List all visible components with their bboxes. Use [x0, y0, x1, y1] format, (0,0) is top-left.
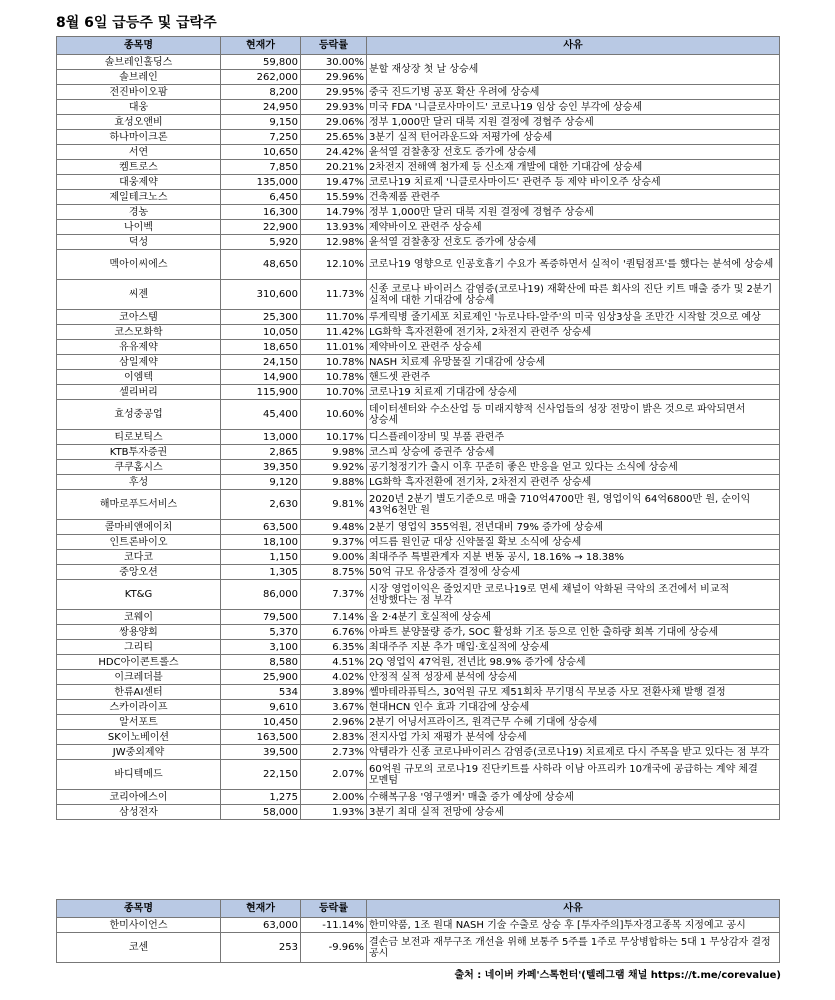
header-name: 종목명 — [57, 900, 221, 918]
current-price: 63,500 — [221, 520, 301, 535]
change-rate: 9.98% — [301, 445, 367, 460]
current-price: 25,900 — [221, 670, 301, 685]
header-change: 등락률 — [301, 37, 367, 55]
change-rate: 2.73% — [301, 745, 367, 760]
table-row — [57, 475, 780, 490]
current-price: 10,650 — [221, 145, 301, 160]
stock-name: 티로보틱스 — [57, 430, 221, 445]
change-rate: 14.79% — [301, 205, 367, 220]
change-rate: 7.14% — [301, 610, 367, 625]
table-row — [57, 715, 780, 730]
stock-name: 삼일제약 — [57, 355, 221, 370]
stock-name: 삼성전자 — [57, 805, 221, 820]
change-rate: 20.21% — [301, 160, 367, 175]
reason-text: 최대주주 특별관계자 지분 변동 공시, 18.16% → 18.38% — [367, 550, 780, 565]
current-price: 8,200 — [221, 85, 301, 100]
change-rate: 9.48% — [301, 520, 367, 535]
current-price: 39,500 — [221, 745, 301, 760]
table-row — [57, 340, 780, 355]
current-price: 86,000 — [221, 580, 301, 610]
table-row — [57, 625, 780, 640]
reason-text: 안정적 실적 성장세 분석에 상승세 — [367, 670, 780, 685]
current-price: 63,000 — [221, 918, 301, 933]
stock-name: 덕성 — [57, 235, 221, 250]
reason-text: 신종 코로나 바이러스 감염증(코로나19) 재확산에 따른 회사의 진단 키트 매출 증가 및 2분기 실적에 대한 기대감에 상승세 — [367, 280, 780, 310]
change-rate: 4.51% — [301, 655, 367, 670]
reason-text: 악템라가 신종 코로나바이러스 감염증(코로나19) 치료제로 다시 주목을 받고 있다는 점 부각 — [367, 745, 780, 760]
current-price: 58,000 — [221, 805, 301, 820]
stock-name: 솔브레인 — [57, 70, 221, 85]
table-row — [57, 115, 780, 130]
change-rate: 29.93% — [301, 100, 367, 115]
header-reason: 사유 — [367, 37, 780, 55]
change-rate: 3.67% — [301, 700, 367, 715]
table-row — [57, 220, 780, 235]
reason-text: 디스플레이장비 및 부품 관련주 — [367, 430, 780, 445]
reason-text: 60억원 규모의 코로나19 진단키트를 사하라 이남 아프리카 10개국에 공급하는 계약 체결 모멘텀 — [367, 760, 780, 790]
table-row — [57, 325, 780, 340]
stock-name: 쿠쿠홈시스 — [57, 460, 221, 475]
reason-text: 최대주주 지분 추가 매입·호실적에 상승세 — [367, 640, 780, 655]
change-rate: 7.37% — [301, 580, 367, 610]
stock-name: 중앙오션 — [57, 565, 221, 580]
current-price: 24,150 — [221, 355, 301, 370]
change-rate: 9.92% — [301, 460, 367, 475]
current-price: 310,600 — [221, 280, 301, 310]
change-rate: 6.76% — [301, 625, 367, 640]
table-row — [57, 85, 780, 100]
reason-text: 코스피 상승에 증권주 상승세 — [367, 445, 780, 460]
stock-name: 하나마이크론 — [57, 130, 221, 145]
current-price: 1,150 — [221, 550, 301, 565]
change-rate: 2.83% — [301, 730, 367, 745]
table-row — [57, 130, 780, 145]
current-price: 5,370 — [221, 625, 301, 640]
change-rate: 13.93% — [301, 220, 367, 235]
change-rate: 1.93% — [301, 805, 367, 820]
header-name: 종목명 — [57, 37, 221, 55]
table-row — [57, 100, 780, 115]
reason-text: 쎌마테라퓨틱스, 30억원 규모 제51회차 무기명식 무보증 사모 전환사채 발행 결정 — [367, 685, 780, 700]
table-row — [57, 760, 780, 790]
stock-name: 이엠텍 — [57, 370, 221, 385]
table-row — [57, 250, 780, 280]
current-price: 262,000 — [221, 70, 301, 85]
stock-name: 해마로푸드서비스 — [57, 490, 221, 520]
current-price: 2,630 — [221, 490, 301, 520]
stock-name: 제일테크노스 — [57, 190, 221, 205]
current-price: 163,500 — [221, 730, 301, 745]
current-price: 3,100 — [221, 640, 301, 655]
current-price: 48,650 — [221, 250, 301, 280]
current-price: 24,950 — [221, 100, 301, 115]
reason-text: 제약바이오 관련주 상승세 — [367, 340, 780, 355]
stock-name: KT&G — [57, 580, 221, 610]
change-rate: 2.07% — [301, 760, 367, 790]
change-rate: 30.00% — [301, 55, 367, 70]
table-row — [57, 933, 780, 963]
reason-text: 2Q 영업익 47억원, 전년比 98.9% 증가에 상승세 — [367, 655, 780, 670]
current-price: 7,250 — [221, 130, 301, 145]
current-price: 1,275 — [221, 790, 301, 805]
change-rate: 10.78% — [301, 370, 367, 385]
change-rate: -9.96% — [301, 933, 367, 963]
header-price: 현재가 — [221, 900, 301, 918]
current-price: 13,000 — [221, 430, 301, 445]
change-rate: 10.60% — [301, 400, 367, 430]
stock-name: 쌍용양회 — [57, 625, 221, 640]
stock-name: 바디텍메드 — [57, 760, 221, 790]
reason-text: 데이터센터와 수소산업 등 미래지향적 신사업들의 성장 전망이 밝은 것으로 파악되면서 상승세 — [367, 400, 780, 430]
stock-name: 서연 — [57, 145, 221, 160]
table-row — [57, 235, 780, 250]
reason-text: 현대HCN 인수 효과 기대감에 상승세 — [367, 700, 780, 715]
stock-name: 인트론바이오 — [57, 535, 221, 550]
table-row — [57, 670, 780, 685]
reason-text: 3분기 실적 턴어라운드와 저평가에 상승세 — [367, 130, 780, 145]
table-row — [57, 190, 780, 205]
change-rate: 10.17% — [301, 430, 367, 445]
stock-name: 한류AI센터 — [57, 685, 221, 700]
current-price: 10,050 — [221, 325, 301, 340]
table-row — [57, 580, 780, 610]
stock-name: 후성 — [57, 475, 221, 490]
table-row — [57, 370, 780, 385]
change-rate: 8.75% — [301, 565, 367, 580]
table-row — [57, 355, 780, 370]
current-price: 10,450 — [221, 715, 301, 730]
change-rate: 3.89% — [301, 685, 367, 700]
table-row — [57, 535, 780, 550]
reason-text: 핸드셋 관련주 — [367, 370, 780, 385]
table-row — [57, 385, 780, 400]
current-price: 25,300 — [221, 310, 301, 325]
change-rate: 11.01% — [301, 340, 367, 355]
current-price: 135,000 — [221, 175, 301, 190]
current-price: 6,450 — [221, 190, 301, 205]
current-price: 22,900 — [221, 220, 301, 235]
table-row — [57, 520, 780, 535]
reason-text: 공기청정기가 출시 이후 꾸준히 좋은 반응을 얻고 있다는 소식에 상승세 — [367, 460, 780, 475]
table-row — [57, 745, 780, 760]
reason-text: 코로나19 치료제 '니클로사마이드' 관련주 등 제약 바이오주 상승세 — [367, 175, 780, 190]
stock-name: 코센 — [57, 933, 221, 963]
table-row — [57, 160, 780, 175]
stock-name: 그리티 — [57, 640, 221, 655]
current-price: 5,920 — [221, 235, 301, 250]
reason-text: 제약바이오 관련주 상승세 — [367, 220, 780, 235]
stock-name: 코아스템 — [57, 310, 221, 325]
reason-text: 3분기 최대 실적 전망에 상승세 — [367, 805, 780, 820]
change-rate: 9.00% — [301, 550, 367, 565]
stock-name: 한미사이언스 — [57, 918, 221, 933]
table-row — [57, 700, 780, 715]
reason-text: 중국 진드기병 공포 확산 우려에 상승세 — [367, 85, 780, 100]
reason-text: 전지사업 가치 재평가 분석에 상승세 — [367, 730, 780, 745]
table-row — [57, 430, 780, 445]
header-reason: 사유 — [367, 900, 780, 918]
stock-name: 코다코 — [57, 550, 221, 565]
source-caption: 출처 : 네이버 카페'스톡헌터'(텔레그램 채널 https://t.me/corevalue) — [454, 970, 781, 981]
change-rate: 9.88% — [301, 475, 367, 490]
table-row — [57, 730, 780, 745]
table-row — [57, 445, 780, 460]
reason-text: 정부 1,000만 달러 대북 지원 결정에 경협주 상승세 — [367, 205, 780, 220]
stock-name: 코스모화학 — [57, 325, 221, 340]
reason-text: 2020년 2분기 별도기준으로 매출 710억4700만 원, 영업이익 64억6800만 원, 순이익 43억6천만 원 — [367, 490, 780, 520]
table-row — [57, 400, 780, 430]
reason-text: 건축제품 관련주 — [367, 190, 780, 205]
stock-name: 유유제약 — [57, 340, 221, 355]
current-price: 79,500 — [221, 610, 301, 625]
current-price: 14,900 — [221, 370, 301, 385]
table-row — [57, 685, 780, 700]
change-rate: 2.96% — [301, 715, 367, 730]
reason-text: 정부 1,000만 달러 대북 지원 결정에 경협주 상승세 — [367, 115, 780, 130]
reason-text: 윤석열 검찰총장 선호도 증가에 상승세 — [367, 145, 780, 160]
reason-text: 루게릭병 줄기세포 치료제인 '뉴로나타-알주'의 미국 임상3상을 조만간 시작할 것으로 예상 — [367, 310, 780, 325]
reason-text: LG화학 흑자전환에 전기차, 2차전지 관련주 상승세 — [367, 475, 780, 490]
change-rate: 15.59% — [301, 190, 367, 205]
reason-text: 2분기 영업익 355억원, 전년대비 79% 증가에 상승세 — [367, 520, 780, 535]
header-price: 현재가 — [221, 37, 301, 55]
change-rate: 6.35% — [301, 640, 367, 655]
stock-name: 멕아이씨에스 — [57, 250, 221, 280]
stock-name: 효성오앤비 — [57, 115, 221, 130]
reason-text: 분할 재상장 첫 날 상승세 — [367, 55, 780, 85]
current-price: 8,580 — [221, 655, 301, 670]
current-price: 2,865 — [221, 445, 301, 460]
current-price: 45,400 — [221, 400, 301, 430]
table-row — [57, 610, 780, 625]
stock-name: JW중외제약 — [57, 745, 221, 760]
stock-name: 스카이라이프 — [57, 700, 221, 715]
current-price: 534 — [221, 685, 301, 700]
stock-name: HDC아이콘트롤스 — [57, 655, 221, 670]
stock-name: 효성중공업 — [57, 400, 221, 430]
current-price: 18,650 — [221, 340, 301, 355]
reason-text: NASH 치료제 유망물질 기대감에 상승세 — [367, 355, 780, 370]
change-rate: 29.06% — [301, 115, 367, 130]
reason-text: 코로나19 치료제 기대감에 상승세 — [367, 385, 780, 400]
reason-text: 결손금 보전과 재무구조 개선을 위해 보통주 5주를 1주로 무상병합하는 5대 1 무상감자 결정 공시 — [367, 933, 780, 963]
stock-name: 경농 — [57, 205, 221, 220]
current-price: 22,150 — [221, 760, 301, 790]
change-rate: 24.42% — [301, 145, 367, 160]
table-row — [57, 790, 780, 805]
stock-name: 이크레더블 — [57, 670, 221, 685]
stock-name: 셀리버리 — [57, 385, 221, 400]
reason-text: 미국 FDA '니클로사마이드' 코로나19 임상 승인 부각에 상승세 — [367, 100, 780, 115]
reason-text: 2분기 어닝서프라이즈, 원격근무 수혜 기대에 상승세 — [367, 715, 780, 730]
current-price: 9,150 — [221, 115, 301, 130]
current-price: 1,305 — [221, 565, 301, 580]
change-rate: 4.02% — [301, 670, 367, 685]
table-row — [57, 655, 780, 670]
current-price: 39,350 — [221, 460, 301, 475]
current-price: 115,900 — [221, 385, 301, 400]
change-rate: 29.96% — [301, 70, 367, 85]
current-price: 9,120 — [221, 475, 301, 490]
table-row — [57, 280, 780, 310]
change-rate: 10.78% — [301, 355, 367, 370]
reason-text: 수해복구용 '영구앵커' 매출 증가 예상에 상승세 — [367, 790, 780, 805]
table-row — [57, 145, 780, 160]
table-row — [57, 460, 780, 475]
table-row — [57, 205, 780, 220]
table-row — [57, 55, 780, 70]
change-rate: 9.37% — [301, 535, 367, 550]
stock-name: KTB투자증권 — [57, 445, 221, 460]
stock-name: 대웅 — [57, 100, 221, 115]
reason-text: 한미약품, 1조 원대 NASH 기술 수출로 상승 후 [투자주의]투자경고종목 지정예고 공시 — [367, 918, 780, 933]
table-row — [57, 175, 780, 190]
reason-text: 아파트 분양물량 증가, SOC 활성화 기조 등으로 인한 출하량 회복 기대에 상승세 — [367, 625, 780, 640]
change-rate: 29.95% — [301, 85, 367, 100]
table-row — [57, 805, 780, 820]
page-title: 8월 6일 급등주 및 급락주 — [56, 15, 217, 31]
reason-text: 시장 영업이익은 줄었지만 코로나19로 면세 채널이 악화된 극악의 조건에서 비교적 선방했다는 점 부각 — [367, 580, 780, 610]
table-row — [57, 310, 780, 325]
table-row — [57, 640, 780, 655]
header-change: 등락률 — [301, 900, 367, 918]
stock-name: 코리아에스이 — [57, 790, 221, 805]
gainers-table — [56, 36, 780, 820]
change-rate: 10.70% — [301, 385, 367, 400]
losers-table — [56, 899, 780, 963]
change-rate: -11.14% — [301, 918, 367, 933]
reason-text: 코로나19 영향으로 인공호흡기 수요가 폭증하면서 실적이 '퀀텀점프'를 했다는 분석에 상승세 — [367, 250, 780, 280]
table-header-row — [57, 900, 780, 918]
change-rate: 2.00% — [301, 790, 367, 805]
current-price: 9,610 — [221, 700, 301, 715]
reason-text: 윤석열 검찰총장 선호도 증가에 상승세 — [367, 235, 780, 250]
change-rate: 11.42% — [301, 325, 367, 340]
change-rate: 12.10% — [301, 250, 367, 280]
current-price: 16,300 — [221, 205, 301, 220]
stock-name: 나이벡 — [57, 220, 221, 235]
change-rate: 12.98% — [301, 235, 367, 250]
stock-name: 켐트로스 — [57, 160, 221, 175]
current-price: 253 — [221, 933, 301, 963]
change-rate: 11.70% — [301, 310, 367, 325]
table-header-row — [57, 37, 780, 55]
reason-text: 50억 규모 유상증자 결정에 상승세 — [367, 565, 780, 580]
current-price: 18,100 — [221, 535, 301, 550]
reason-text: LG화학 흑자전환에 전기차, 2차전지 관련주 상승세 — [367, 325, 780, 340]
stock-name: 알서포트 — [57, 715, 221, 730]
stock-name: 대웅제약 — [57, 175, 221, 190]
change-rate: 19.47% — [301, 175, 367, 190]
table-row — [57, 565, 780, 580]
current-price: 59,800 — [221, 55, 301, 70]
stock-name: 씨젠 — [57, 280, 221, 310]
table-row — [57, 490, 780, 520]
current-price: 7,850 — [221, 160, 301, 175]
change-rate: 11.73% — [301, 280, 367, 310]
table-row — [57, 918, 780, 933]
reason-text: 올 2·4분기 호실적에 상승세 — [367, 610, 780, 625]
change-rate: 9.81% — [301, 490, 367, 520]
reason-text: 여드름 원인균 대상 신약물질 확보 소식에 상승세 — [367, 535, 780, 550]
change-rate: 25.65% — [301, 130, 367, 145]
reason-text: 2차전지 전해액 첨가제 등 신소재 개발에 대한 기대감에 상승세 — [367, 160, 780, 175]
stock-name: SK이노베이션 — [57, 730, 221, 745]
stock-name: 전진바이오팜 — [57, 85, 221, 100]
stock-name: 코웨이 — [57, 610, 221, 625]
stock-name: 솔브레인홀딩스 — [57, 55, 221, 70]
table-row — [57, 550, 780, 565]
stock-name: 콜마비앤에이치 — [57, 520, 221, 535]
